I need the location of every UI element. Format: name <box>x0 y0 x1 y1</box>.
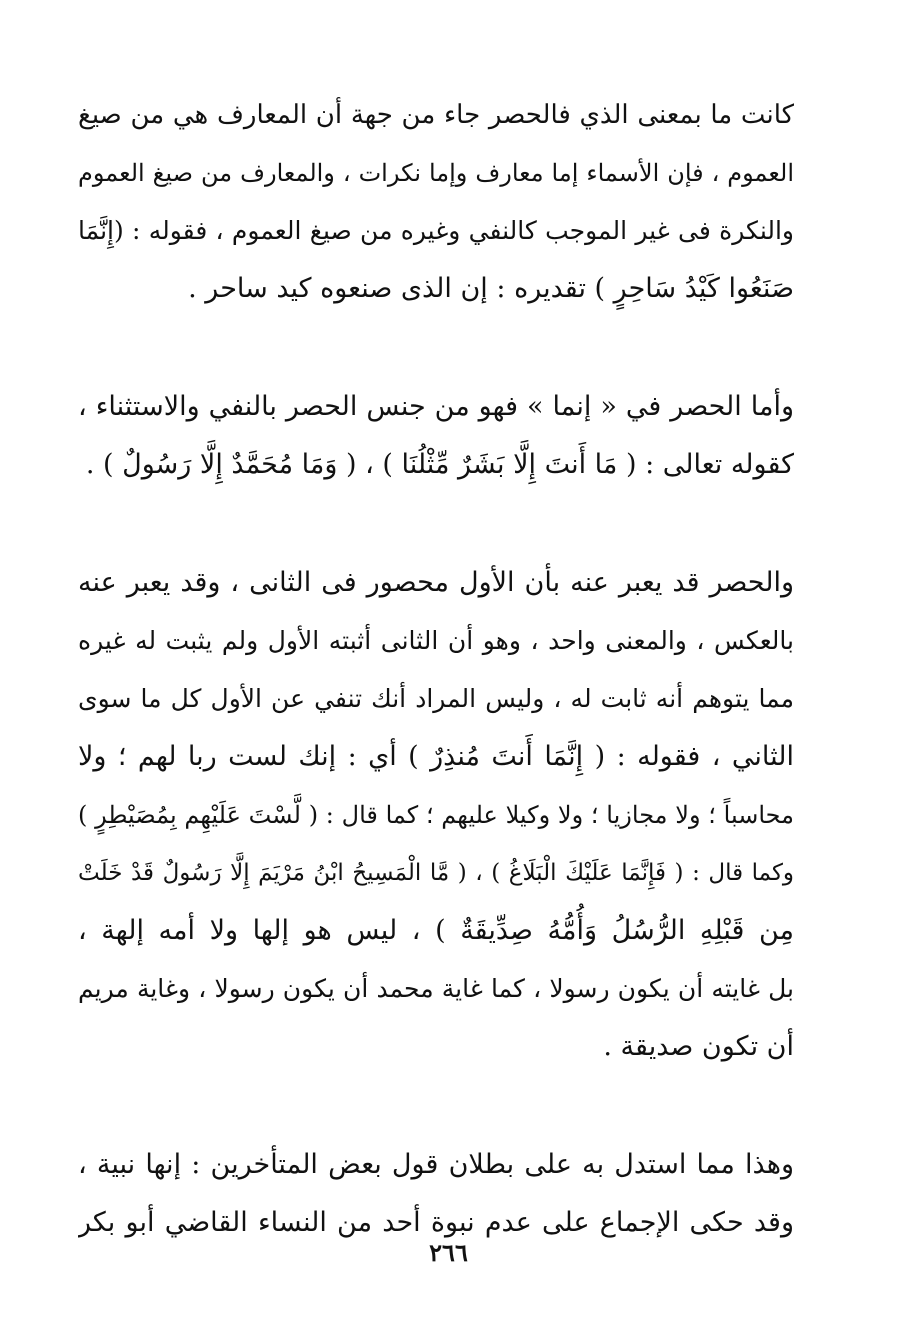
paragraph-gap <box>78 494 794 554</box>
text-line: صَنَعُوا كَيْدُ سَاحِرٍ ) تقديره : إن الذى صنعوه كيد ساحر . <box>188 273 794 304</box>
text-line: وكما قال : ( فَإِنَّمَا عَلَيْكَ الْبَلَاغُ ) ، ( مَّا الْمَسِيحُ ابْنُ مَرْيَمَ إِلَّا رَسُولٌ قَدْ خَلَتْ <box>78 860 794 886</box>
text-line: وقد حكى الإجماع على عدم نبوة أحد من النساء القاضي أبو بكر <box>78 1207 794 1238</box>
paragraph-gap <box>78 1076 794 1136</box>
text-line: بل غايته أن يكون رسولا ، كما غاية محمد أن يكون رسولا ، وغاية مريم <box>78 974 794 1003</box>
paragraph-gap <box>78 318 794 378</box>
text-line: كقوله تعالى : ( مَا أَنتَ إِلَّا بَشَرٌ مِّثْلُنَا ) ، ( وَمَا مُحَمَّدٌ إِلَّا رَسُولٌ ) . <box>85 449 794 480</box>
text-line: محاسباً ؛ ولا مجازيا ؛ ولا وكيلا عليهم ؛ كما قال : ( لَّسْتَ عَلَيْهِم بِمُصَيْطِرٍ ) <box>78 801 794 829</box>
text-line: بالعكس ، والمعنى واحد ، وهو أن الثانى أثبته الأول ولم يثبت له غيره <box>78 626 794 655</box>
text-line: كانت ما بمعنى الذي فالحصر جاء من جهة أن المعارف هي من صيغ <box>78 100 794 130</box>
text-line: وهذا مما استدل به على بطلان قول بعض المتأخرين : إنها نبية ، <box>78 1149 794 1180</box>
text-line: الثاني ، فقوله : ( إِنَّمَا أَنتَ مُنذِرٌ ) أي : إنك لست ربا لهم ؛ ولا <box>78 741 794 772</box>
text-line: والحصر قد يعبر عنه بأن الأول محصور فى الثانى ، وقد يعبر عنه <box>78 567 794 598</box>
paragraph-1 <box>78 86 794 318</box>
text-line: وأما الحصر في « إنما » فهو من جنس الحصر بالنفي والاستثناء ، <box>78 391 794 422</box>
text-line: العموم ، فإن الأسماء إما معارف وإما نكرات ، والمعارف من صيغ العموم <box>78 159 794 187</box>
page-body <box>78 86 794 1252</box>
paragraph-2 <box>78 378 794 494</box>
text-line: مما يتوهم أنه ثابت له ، وليس المراد أنك تنفي عن الأول كل ما سوى <box>78 684 794 713</box>
paragraph-4 <box>78 1136 794 1252</box>
paragraph-3 <box>78 554 794 1076</box>
page-number: ٢٦٦ <box>429 1238 468 1267</box>
text-line: مِن قَبْلِهِ الرُّسُلُ وَأُمُّهُ صِدِّيقَةٌ ) ، ليس هو إلها ولا أمه إلهة ، <box>78 915 794 946</box>
text-line: أن تكون صديقة . <box>603 1031 794 1062</box>
text-line: والنكرة فى غير الموجب كالنفي وغيره من صيغ العموم ، فقوله : (إِنَّمَا <box>78 216 794 245</box>
